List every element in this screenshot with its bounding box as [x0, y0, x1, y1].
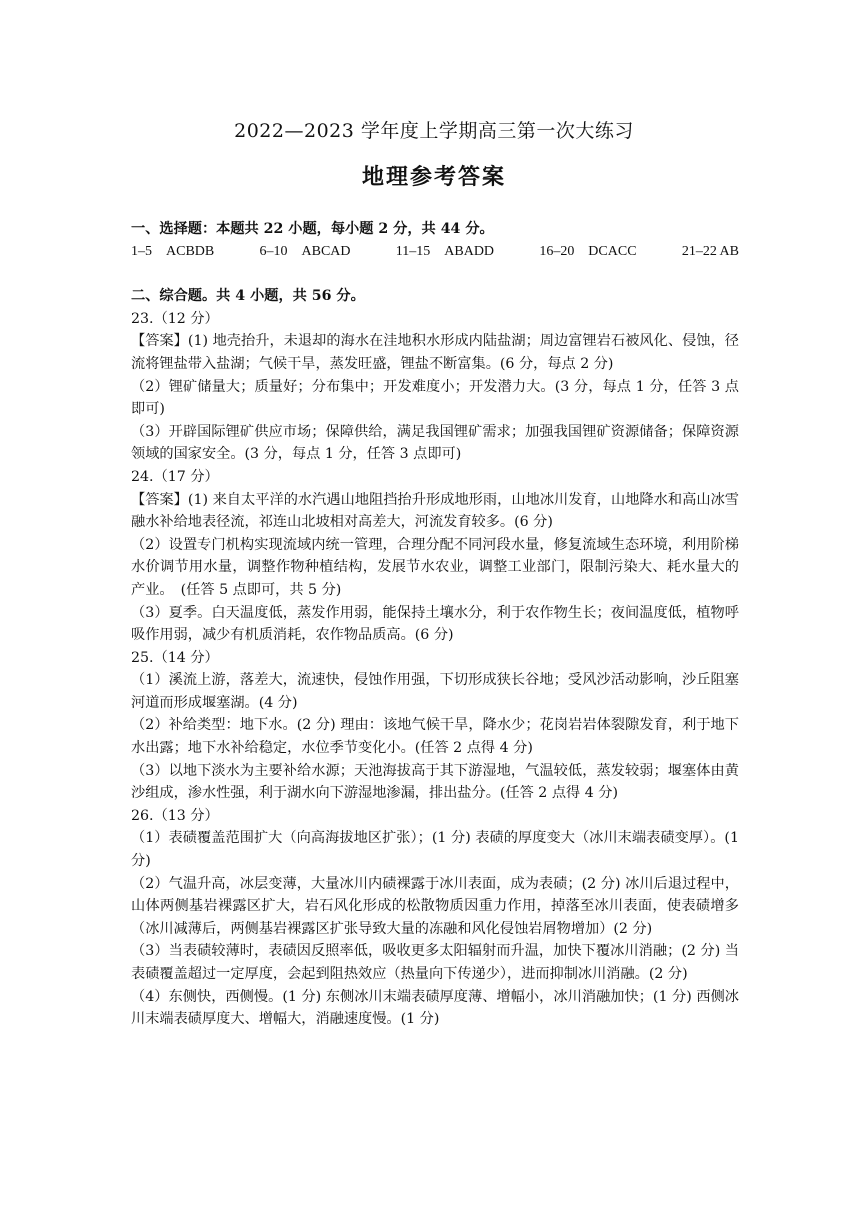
- choice-answer-group: 11–15 ABADD: [395, 243, 495, 259]
- answer-paragraph: （3）当表碛较薄时，表碛因反照率低，吸收更多太阳辐射而升温，加快下覆冰川消融；(2 分) 当表碛覆盖超过一定厚度，会起到阻热效应（热量向下传递少），进而抑制冰川消融。(2 分): [131, 943, 739, 982]
- question-header-23: 23.（12 分）: [131, 310, 219, 327]
- answer-paragraph: （3）开辟国际锂矿供应市场；保障供给，满足我国锂矿需求；加强我国锂矿资源储备；保障资源领域的国家安全。(3 分，每点 1 分，任答 3 点即可): [131, 423, 739, 463]
- answer-paragraph: （3）以地下淡水为主要补给水源；天池海拔高于其下游湿地，气温较低，蒸发较弱；堰塞体由黄沙组成，渗水性强，利于湖水向下游湿地渗漏，排出盐分。(任答 2 点得 4 分): [131, 762, 739, 802]
- choice-answer-group: 6–10 ABCAD: [259, 243, 351, 259]
- choice-answers-row: [131, 241, 739, 264]
- answer-paragraph: （3）夏季。白天温度低，蒸发作用弱，能保持土壤水分，利于农作物生长；夜间温度低，植物呼吸作用弱，减少有机质消耗，农作物品质高。(6 分): [131, 604, 739, 644]
- question-header-24: 24.（17 分）: [131, 468, 219, 485]
- answer-paragraph: 【答案】(1) 地壳抬升，未退却的海水在洼地积水形成内陆盐湖；周边富锂岩石被风化、侵蚀，径流将锂盐带入盐湖；气候干旱，蒸发旺盛，锂盐不断富集。(6 分，每点 2 分): [131, 333, 739, 372]
- answer-paragraph: （4）东侧快，西侧慢。(1 分) 东侧冰川末端表碛厚度薄、增幅小，冰川消融加快；(1 分) 西侧冰川末端表碛厚度大、增幅大，消融速度慢。(1 分): [131, 988, 739, 1028]
- answer-paragraph: （2）气温升高，冰层变薄，大量冰川内碛裸露于冰川表面，成为表碛；(2 分) 冰川后退过程中，山体两侧基岩裸露区扩大，岩石风化形成的松散物质因重力作用，掉落至冰川表面，使表碛增多（冰川减薄后，两侧基岩裸露区扩张导致大量的冻融和风化侵蚀岩屑物增加）(2 分): [131, 875, 739, 937]
- question-header-26: 26.（13 分）: [131, 807, 219, 824]
- choice-answer-group: 16–20 DCACC: [539, 243, 637, 259]
- answer-paragraph: （2）锂矿储量大；质量好；分布集中；开发难度小；开发潜力大。(3 分，每点 1 分，任答 3 点即可): [131, 378, 739, 418]
- answer-paragraph: （2）补给类型：地下水。(2 分) 理由：该地气候干旱，降水少；花岗岩岩体裂隙发育，利于地下水出露；地下水补给稳定，水位季节变化小。(任答 2 点得 4 分): [131, 717, 739, 757]
- answer-paragraph: （2）设置专门机构实现流域内统一管理，合理分配不同河段水量，修复流域生态环境，利用阶梯水价调节用水量，调整作物种植结构，发展节水农业，调整工业部门，限制污染大、耗水量大的产业。 (任答 5 点即可，共 5 分): [131, 536, 739, 598]
- answer-paragraph: （1）溪流上游，落差大，流速快，侵蚀作用强，下切形成狭长谷地；受风沙活动影响，沙丘阻塞河道而形成堰塞湖。(4 分): [131, 672, 739, 711]
- section2-heading: 二、综合题。共 4 小题，共 56 分。: [131, 288, 365, 305]
- question-header-25: 25.（14 分）: [131, 649, 219, 666]
- choice-answer-group: 21–22 AB: [681, 243, 739, 259]
- answer-content: [131, 218, 739, 1031]
- choice-answer-group: 1–5 ACBDB: [131, 243, 215, 259]
- answer-paragraph: （1）表碛覆盖范围扩大（向高海拔地区扩张）；(1 分) 表碛的厚度变大（冰川末端表碛变厚）。(1 分): [131, 830, 739, 870]
- answer-paragraph: 【答案】(1) 来自太平洋的水汽遇山地阻挡抬升形成地形雨，山地冰川发育，山地降水和高山冰雪融水补给地表径流，祁连山北坡相对高差大，河流发育较多。(6 分): [131, 491, 739, 531]
- section-spacer: [131, 263, 739, 285]
- document-title: 2022—2023 学年度上学期高三第一次大练习: [234, 120, 634, 142]
- document-subtitle: 地理参考答案: [361, 164, 506, 190]
- section1-heading: 一、选择题：本题共 22 小题，每小题 2 分，共 44 分。: [131, 221, 494, 237]
